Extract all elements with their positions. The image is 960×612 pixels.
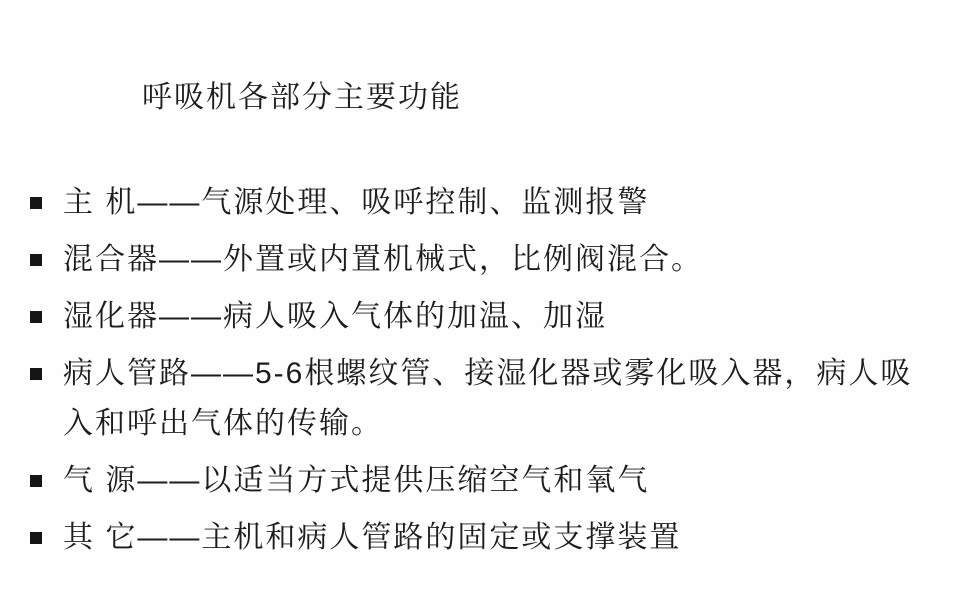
list-item [30, 178, 942, 228]
bullet-square-icon [30, 368, 42, 380]
list-item [30, 456, 942, 506]
list-item [30, 349, 942, 449]
bullet-text: 其 它——主机和病人管路的固定或支撑装置 [63, 521, 682, 554]
bullet-text: 湿化器——病人吸入气体的加温、加湿 [63, 300, 607, 333]
bullet-text: 混合器——外置或内置机械式，比例阀混合。 [63, 243, 703, 276]
slide-title: 呼吸机各部分主要功能 [142, 81, 462, 114]
list-item [30, 235, 942, 285]
bullet-square-icon [30, 254, 42, 266]
list-item [30, 292, 942, 342]
bullet-list [30, 178, 942, 570]
bullet-square-icon [30, 532, 42, 544]
bullet-square-icon [30, 475, 42, 487]
list-item [30, 513, 942, 563]
bullet-text: 病人管路——5-6根螺纹管、接湿化器或雾化吸入器，病人吸入和呼出气体的传输。 [63, 357, 913, 440]
bullet-square-icon [30, 311, 42, 323]
bullet-square-icon [30, 197, 42, 209]
bullet-text: 气 源——以适当方式提供压缩空气和氧气 [63, 464, 650, 497]
bullet-text: 主 机——气源处理、吸呼控制、监测报警 [63, 186, 650, 219]
